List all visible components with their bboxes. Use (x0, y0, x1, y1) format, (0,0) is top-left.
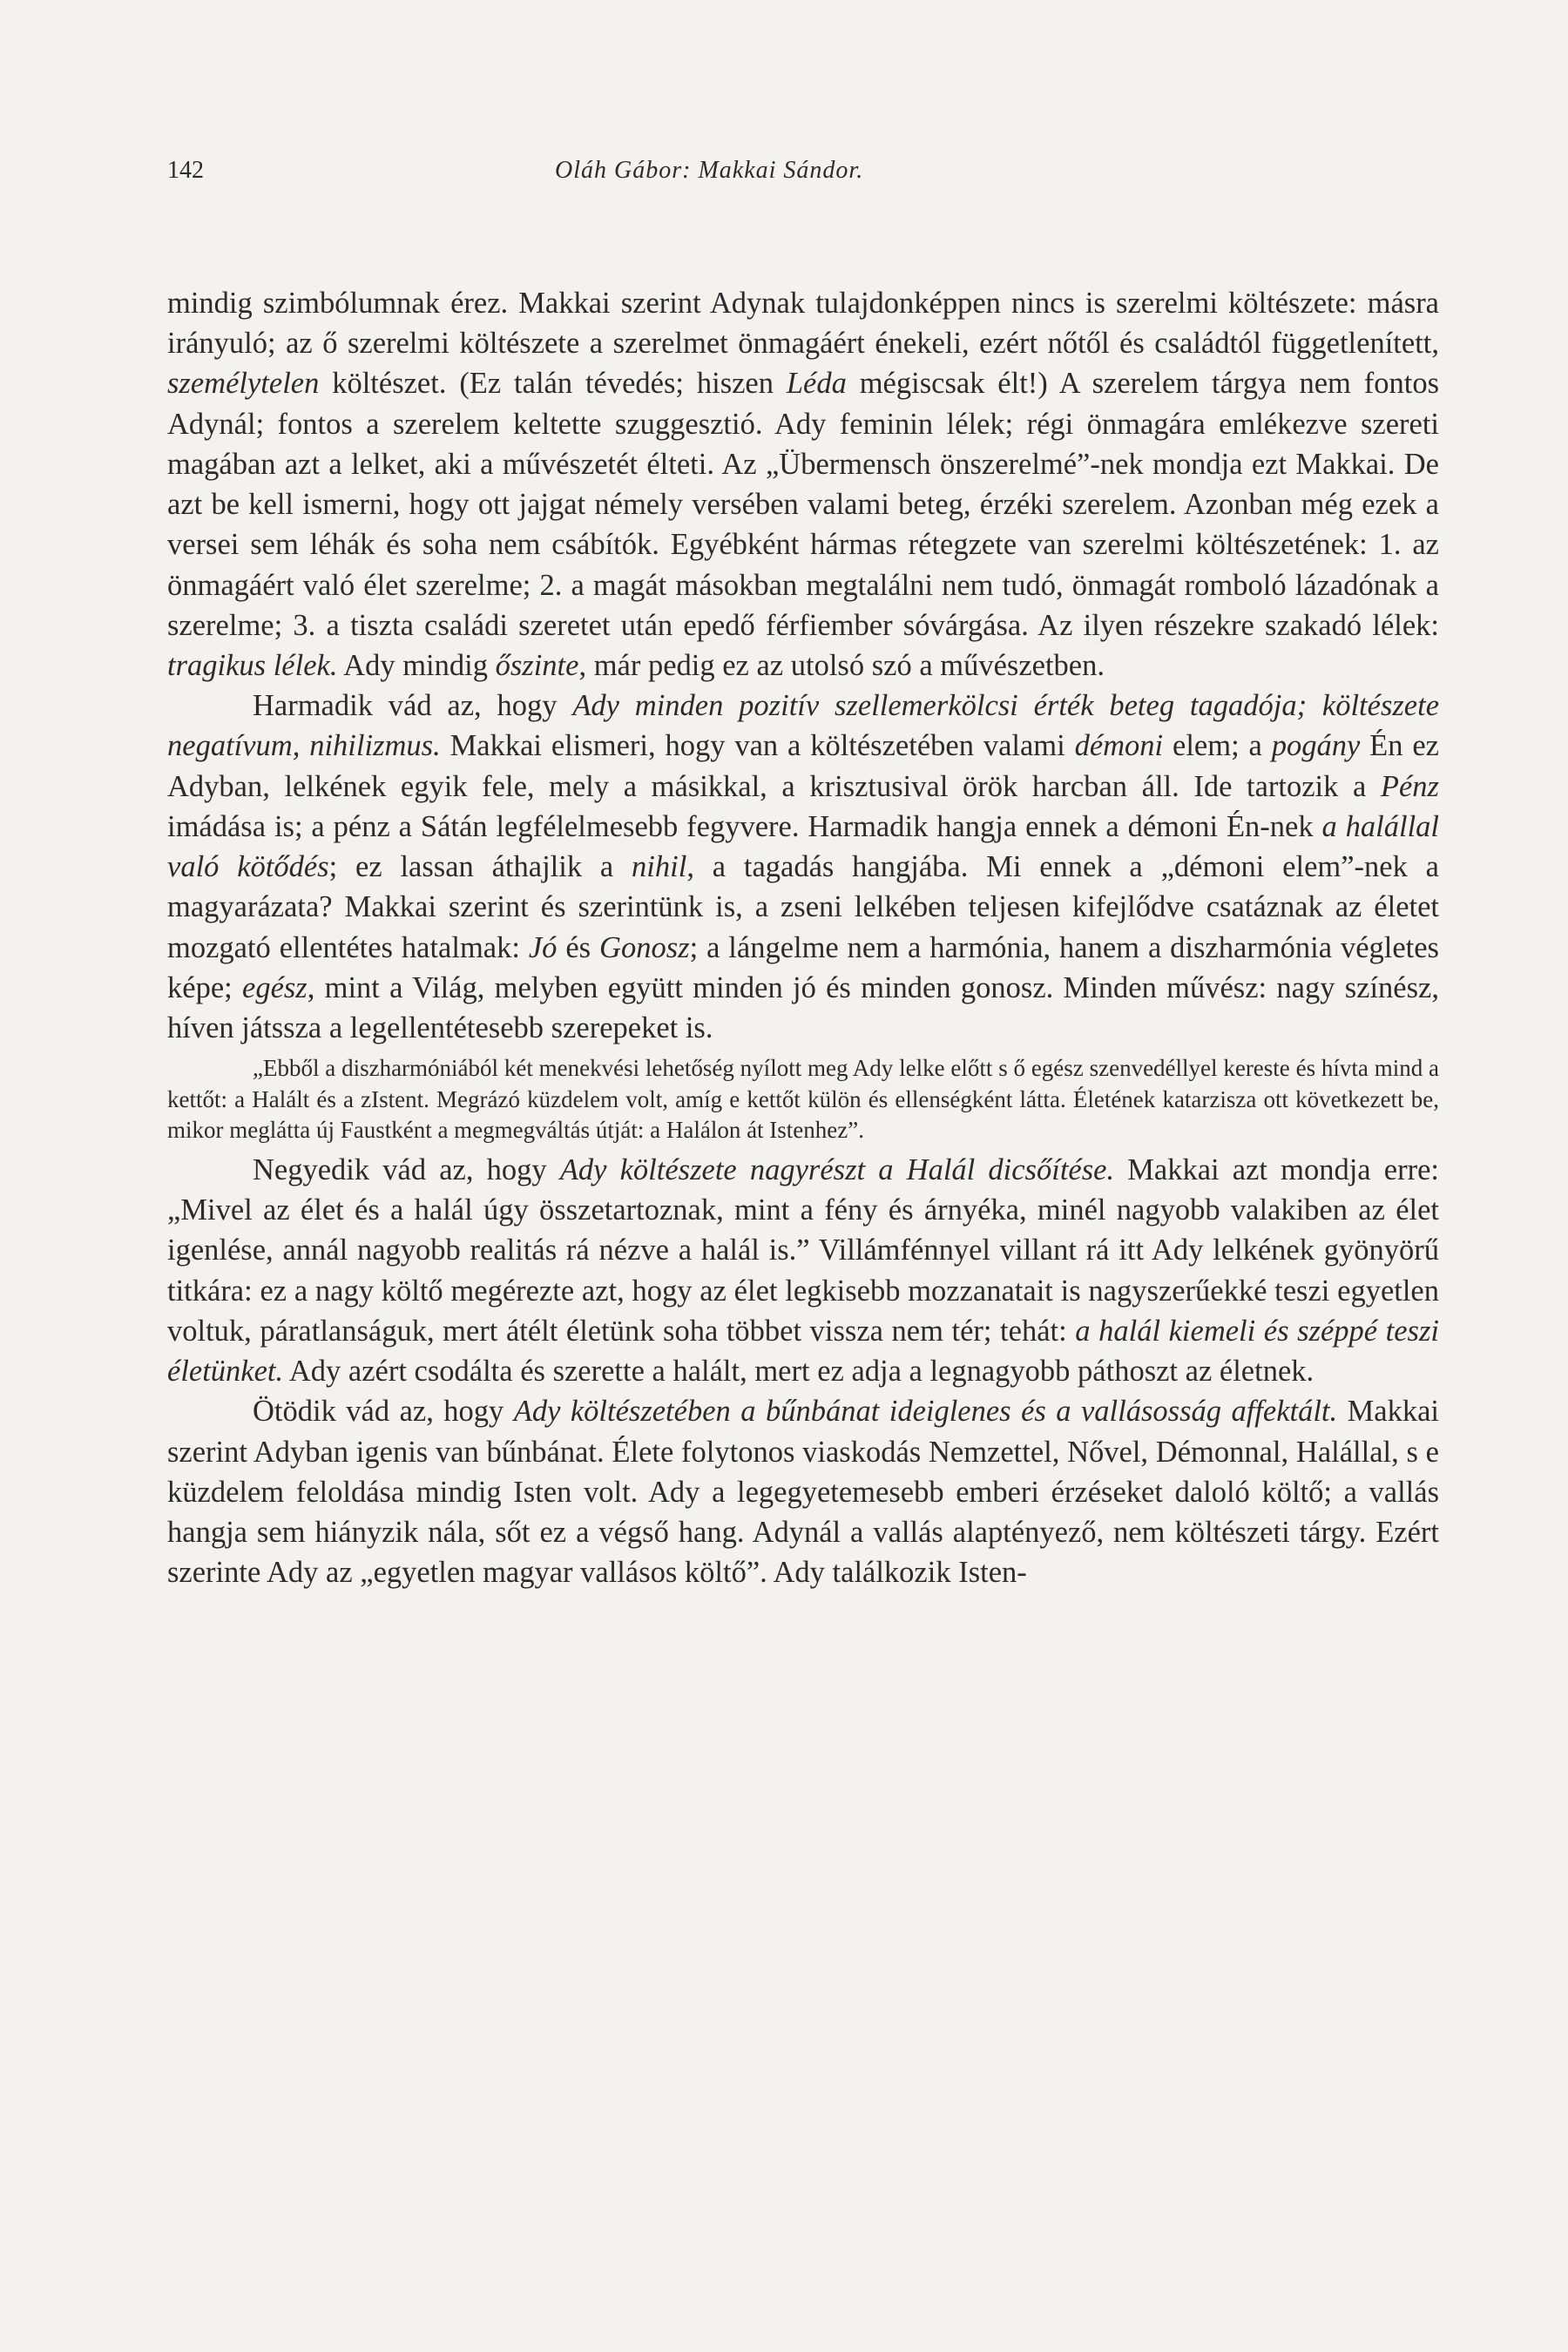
block-quote: „Ebből a diszharmóniából két menekvési lehetőség nyílott meg Ady lelke előtt s ő egész szenvedéllyel kereste és hívta mind a kettőt: a Halált és a zIstent. Megrázó küzdelem volt, amíg e kettőt külön és ellenségként látta. Életének katarzisza ott következett be, mikor meglátta új Faustként a megmegváltás útját: a Halálon át Istenhez”. (167, 1055, 1439, 1144)
italic-run: tragikus lélek. (167, 648, 338, 682)
italic-run: pogány (1271, 729, 1361, 763)
paragraph-4: Ötödik vád az, hogy Ady költészetében a bűnbánat ideiglenes és a vallásosság affektált. Makkai szerint Adyban igenis van bűnbánat. Élete folytonos viaskodás Nemzettel, Nővel, Démonnal, Halállal, s e küzdelem feloldása mindig Isten volt. Ady a legegyetemesebb emberi érzéseket daloló költő; a vallás hangja sem hiányzik nála, sőt ez a végső hang. Adynál a vallás alaptényező, nem költészeti tárgy. Ezért szerinte Ady az „egyetlen magyar vallásos költő”. Ady találkozik Isten- (167, 1395, 1439, 1590)
italic-run: személytelen (167, 367, 320, 401)
italic-run: Ady minden pozitív szellemerkölcsi érték beteg tagadója; költészete negatívum, nihilizmus. (167, 689, 1440, 763)
italic-run: Ady költészetében a bűnbánat ideiglenes és a vallásosság affektált. (513, 1395, 1338, 1429)
italic-run: Jó (528, 930, 558, 964)
running-head: Oláh Gábor: Makkai Sándor. (555, 157, 864, 184)
italic-run: nihil (632, 850, 687, 884)
italic-run: a halállal való kötődés (167, 809, 1439, 884)
italic-run: Gonosz (599, 930, 690, 964)
page-number: 142 (167, 157, 204, 184)
italic-run: démoni (1074, 729, 1164, 763)
italic-run: Ady költészete nagyrészt a Halál dicsőítése. (559, 1153, 1115, 1187)
italic-run: Léda (786, 367, 847, 401)
paragraph-2: Harmadik vád az, hogy Ady minden pozitív szellemerkölcsi érték beteg tagadója; költészete negatívum, nihilizmus. Makkai elismeri, hogy van a költészetében valami démoni elem; a pogány Én ez Adyban, lelkének egyik fele, mely a másikkal, a krisztusival örök harcban áll. Ide tartozik a Pénz imádása is; a pénz a Sátán legfélelmesebb fegyvere. Harmadik hangja ennek a démoni Én-nek a halállal való kötődés; ez lassan áthajlik a nihil, a tagadás hangjába. Mi ennek a „démoni elem”-nek a magyarázata? Makkai szerint és szerintünk is, a zseni lelkében teljesen kifejlődve csatáznak az életet mozgató ellentétes hatalmak: Jó és Gonosz; a lángelme nem a harmónia, hanem a diszharmónia végletes képe; egész, mint a Világ, melyben együtt minden jó és minden gonosz. Minden művész: nagy színész, híven játssza a legellentétesebb szerepeket is. (167, 689, 1440, 1044)
italic-run: őszinte (495, 648, 579, 682)
paragraph-3: Negyedik vád az, hogy Ady költészete nagyrészt a Halál dicsőítése. Makkai azt mondja erre: „Mivel az élet és a halál úgy összetartoznak, mint a fény és árnyéka, minél nagyobb valakiben az élet igenlése, annál nagyobb realitás rá nézve a halál is.” Villámfénnyel villant rá itt Ady lelkének gyönyörű titkára: ez a nagy költő megérezte azt, hogy az élet legkisebb mozzanatait is nagyszerűekké teszi egyetlen voltuk, páratlanságuk, mert átélt életünk soha többet vissza nem tér; tehát: a halál kiemeli és széppé teszi életünket. Ady azért csodálta és szerette a halált, mert ez adja a legnagyobb páthoszt az életnek. (167, 1153, 1439, 1389)
italic-run: Pénz (1380, 769, 1439, 803)
page-header (167, 157, 1439, 200)
italic-run: a halál kiemeli és széppé teszi életünket. (167, 1314, 1439, 1389)
italic-run: egész (242, 970, 308, 1004)
body-text (167, 283, 1439, 1592)
paragraph-1: mindig szimbólumnak érez. Makkai szerint Adynak tulajdonképpen nincs is szerelmi költészete: másra irányuló; az ő szerelmi költészete a szerelmet önmagáért énekeli, ezért nőtől és családtól függetlenített, személytelen költészet. (Ez talán tévedés; hiszen Léda mégiscsak élt!) A szerelem tárgya nem fontos Adynál; fontos a szerelem keltette szuggesztió. Ady feminin lélek; régi önmagára emlékezve szereti magában azt a lelket, aki a művészetét élteti. Az „Übermensch önszerelmé”-nek mondja ezt Makkai. De azt be kell ismerni, hogy ott jajgat némely versében valami beteg, érzéki szerelem. Azonban még ezek a versei sem léhák és soha nem csábítók. Egyébként hármas rétegzete van szerelmi költészetének: 1. az önmagáért való élet szerelme; 2. a magát másokban megtalálni nem tudó, önmagát romboló lázadónak a szerelme; 3. a tiszta családi szeretet után epedő férfiember sóvárgása. Az ilyen részekre szakadó lélek: tragikus lélek. Ady mindig őszinte, már pedig ez az utolsó szó a művészetben. (167, 287, 1439, 682)
